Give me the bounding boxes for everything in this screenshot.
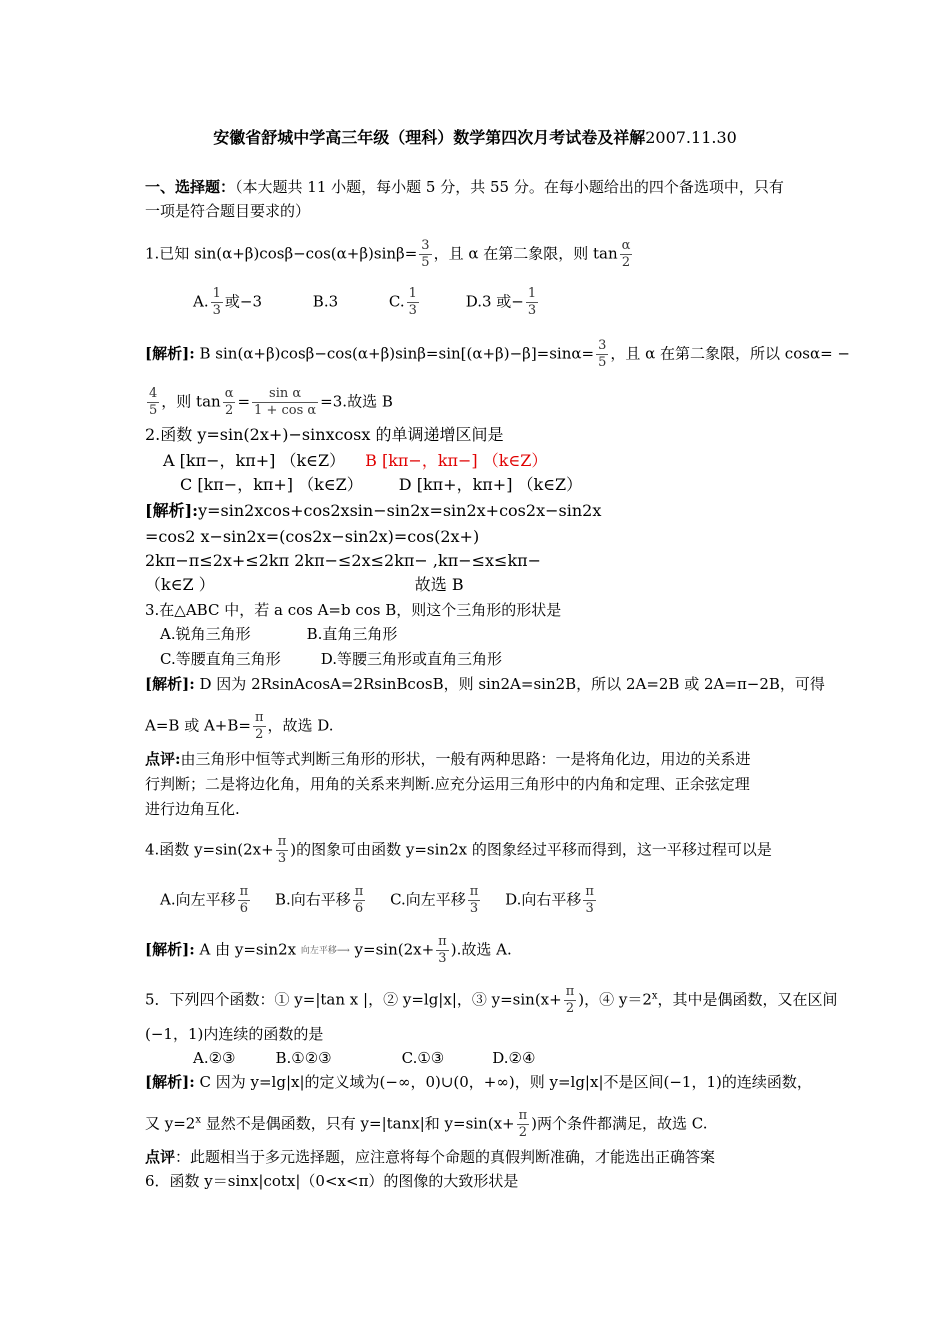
- q4-stem-text-b: )的图象可由函数 y=sin2x 的图象经过平移而得到，这一平移过程可以是: [290, 840, 772, 859]
- q3-option-b: B.直角三角形: [306, 625, 398, 643]
- denominator: 5: [598, 355, 607, 370]
- q4-option-b: B.向右平移: [274, 890, 351, 909]
- denominator: 2: [224, 403, 234, 418]
- q3-option-d: D.等腰三角形或直角三角形: [320, 650, 502, 668]
- denominator: 3: [527, 303, 537, 318]
- q4-option-a: A.向左平移: [160, 890, 236, 909]
- q4-stem-text: 4.函数 y=sin(2x+: [145, 840, 274, 859]
- solution-label: [解析]:: [145, 1073, 195, 1091]
- q3-comment-3: [145, 798, 240, 820]
- numerator: 3: [598, 338, 607, 353]
- q2-stem: [145, 424, 504, 446]
- q2-answer: 故选 B: [414, 575, 464, 594]
- fraction: [276, 834, 289, 867]
- fraction: [211, 286, 223, 319]
- q3-options-ab: [160, 623, 397, 645]
- q3-comment-2: [145, 773, 750, 795]
- solution-label: [解析]:: [145, 675, 195, 693]
- q3-solution-2: [145, 710, 334, 743]
- q4-stem: [145, 834, 772, 867]
- q2-solution-text: y=sin2xcos+cos2xsin−sin2x=sin2x+cos2x−sin2x: [198, 501, 602, 520]
- denominator: 2: [565, 1001, 575, 1016]
- q2-option-c: C [kπ−，kπ+] （k∈Z）: [180, 475, 363, 494]
- denominator: 1 + cos α: [254, 403, 317, 418]
- q5-option-b: B.①②③: [275, 1049, 332, 1067]
- section1-label: 一、选择题：: [145, 178, 236, 196]
- denominator: 5: [149, 403, 158, 418]
- q3-answer: ，故选 D.: [267, 716, 334, 735]
- q1-options: [193, 286, 540, 319]
- q1-stem: [145, 238, 634, 271]
- numerator: α: [621, 238, 631, 253]
- q1-solution-cont: [145, 386, 393, 419]
- q1-answer: 故选 B: [347, 392, 393, 411]
- q2-option-d: D [kπ+，kπ+] （k∈Z）: [398, 475, 583, 494]
- denominator: 3: [277, 851, 287, 866]
- denominator: 6: [354, 901, 364, 916]
- numerator: 3: [421, 238, 430, 253]
- q1-option-a-tail: 或−3: [224, 292, 263, 311]
- section1-desc: （本大题共 11 小题，每小题 5 分，共 55 分。在每小题给出的四个备选项中，只有: [235, 178, 784, 196]
- section1-desc-cont: 一项是符合题目要求的）: [145, 202, 311, 220]
- fraction: [407, 286, 419, 319]
- page-title: [0, 127, 950, 149]
- solution-label: [解析]:: [145, 344, 195, 363]
- q3-option-a: A.锐角三角形: [160, 625, 251, 643]
- q1-solution: [145, 338, 850, 371]
- q1-option-d: D.3 或−: [465, 292, 524, 311]
- numerator: π: [239, 884, 249, 899]
- numerator: π: [565, 984, 575, 999]
- section1-header-cont: [145, 200, 310, 222]
- q1-solution-result: =3.: [320, 392, 348, 411]
- q3-stem-text: 3.在△ABC 中，若 a cos A=b cos B，则这个三角形的形状是: [145, 601, 562, 619]
- numerator: π: [438, 934, 447, 949]
- q5-option-d: D.②④: [492, 1049, 536, 1067]
- numerator: α: [224, 386, 234, 401]
- q2-option-b: B [kπ−，kπ−] （k∈Z）: [365, 451, 548, 470]
- fraction: [436, 934, 449, 967]
- q4-solution-text: A 由 y=sin2x: [194, 940, 297, 959]
- fraction: [596, 338, 608, 371]
- numerator: π: [518, 1108, 528, 1123]
- fraction: [253, 710, 266, 743]
- superscript: x: [651, 990, 658, 1002]
- equals-sign: =: [237, 392, 251, 411]
- q5-comment-text: ：此题相当于多元选择题，应注意将每个命题的真假判断准确，才能选出正确答案: [175, 1148, 716, 1166]
- q2-options-cd: [180, 474, 582, 496]
- q2-option-a: A [kπ−，kπ+] （k∈Z）: [163, 451, 346, 470]
- q2-solution-text: =cos2 x−sin2x=(cos2x−sin2x)=cos(2x+): [145, 527, 480, 546]
- q3-comment-text: 由三角形中恒等式判断三角形的形状，一般有两种思路：一是将角化边，用边的关系进: [180, 750, 751, 768]
- title-date: 2007.11.30: [645, 128, 737, 147]
- section1-header: [145, 176, 784, 198]
- q5-solution-text: C 因为 y=lg|x|的定义域为(−∞，0)∪(0，+∞)，则 y=lg|x|不是区间(−1，1)的连续函数，: [194, 1073, 812, 1091]
- q5-answer: )两个条件都满足，故选 C.: [531, 1114, 708, 1133]
- q1-option-b: B.3: [312, 292, 339, 311]
- q4-option-d: D.向右平移: [505, 890, 582, 909]
- numerator: π: [585, 884, 594, 899]
- denominator: 3: [212, 303, 221, 318]
- numerator: π: [469, 884, 479, 899]
- q2-stem-text: 2.函数 y=sin(2x+)−sinxcosx 的单调递增区间是: [145, 425, 504, 444]
- q6-stem-text: 6．函数 y＝sinx|cotx|（0<x<π）的图像的大致形状是: [145, 1172, 519, 1190]
- q3-comment-text: 进行边角互化.: [145, 800, 240, 818]
- arrow-icon: 向左平移⟶: [300, 945, 350, 956]
- q4-options: [160, 884, 598, 917]
- q5-stem: [145, 984, 838, 1017]
- q2-solution-2: [145, 526, 479, 548]
- denominator: 5: [421, 255, 430, 270]
- denominator: 2: [621, 255, 631, 270]
- numerator: π: [254, 710, 264, 725]
- q5-solution-1: [145, 1071, 812, 1093]
- q5-option-a: A.②③: [193, 1049, 236, 1067]
- comment-label: 点评: [145, 1148, 176, 1166]
- denominator: 2: [518, 1125, 528, 1140]
- numerator: sin α: [252, 386, 318, 403]
- denominator: 3: [469, 901, 479, 916]
- q3-stem: [145, 599, 561, 621]
- fraction: [238, 884, 251, 917]
- fraction: [620, 238, 633, 271]
- numerator: 1: [527, 286, 537, 301]
- q6-stem: [145, 1170, 518, 1192]
- numerator: π: [354, 884, 364, 899]
- q5-stem-text: 5．下列四个函数：① y=|tan x |，② y=lg|x|，③ y=sin(x+: [145, 990, 562, 1009]
- fraction: [353, 884, 366, 917]
- comment-label: 点评:: [145, 750, 181, 768]
- q1-stem-text-b: ，且 α 在第二象限，则 tan: [433, 244, 618, 263]
- q2-options-ab: [163, 450, 547, 472]
- q5-stem-cont: [145, 1023, 323, 1045]
- q1-option-c: C.: [388, 292, 405, 311]
- superscript: x: [195, 1114, 201, 1126]
- q3-comment-1: [145, 748, 751, 770]
- numerator: 4: [149, 386, 158, 401]
- q5-comment: [145, 1146, 715, 1168]
- q2-solution-3: [145, 550, 541, 572]
- fraction: [223, 386, 236, 419]
- q5-solution-text: 又 y=2: [145, 1114, 196, 1133]
- fraction: [147, 386, 159, 419]
- q3-comment-text: 行判断；二是将边化角，用角的关系来判断.应充分运用三角形中的内角和定理、正余弦定理: [145, 775, 750, 793]
- q4-solution: [145, 934, 512, 967]
- q3-solution-1: [145, 673, 825, 695]
- fraction: [468, 884, 481, 917]
- fraction: [526, 286, 538, 319]
- denominator: 3: [585, 901, 594, 916]
- q1-solution-text-b: ，且 α 在第二象限，所以 cosα= −: [610, 344, 850, 363]
- solution-label: [解析]:: [145, 940, 195, 959]
- q3-options-cd: [160, 648, 502, 670]
- denominator: 2: [255, 727, 264, 742]
- q1-solution-text: B sin(α+β)cosβ−cos(α+β)sinβ=sin[(α+β)−β]=sinα=: [194, 344, 595, 363]
- q5-solution-2: [145, 1108, 708, 1141]
- q5-stem-text-b: )，④ y＝2: [578, 990, 652, 1009]
- q2-solution-4: [145, 574, 464, 596]
- denominator: 6: [239, 901, 249, 916]
- solution-label: [解析]:: [145, 501, 199, 520]
- denominator: 3: [438, 951, 447, 966]
- fraction: [583, 884, 596, 917]
- q1-option-a: A.: [193, 292, 209, 311]
- q2-solution-text: （k∈Z ）: [145, 575, 215, 594]
- q1-stem-text: 1.已知 sin(α+β)cosβ−cos(α+β)sinβ=: [145, 244, 418, 263]
- q4-solution-text-b: y=sin(2x+: [349, 940, 435, 959]
- q2-solution-text: 2kπ−π≤2x+≤2kπ 2kπ−≤2x≤2kπ− ,kπ−≤x≤kπ−: [145, 551, 542, 570]
- q3-solution-text: A=B 或 A+B=: [145, 716, 251, 735]
- q4-answer: ).故选 A.: [450, 940, 512, 959]
- q3-solution-text: D 因为 2RsinAcosA=2RsinBcosB，则 sin2A=sin2B，所以 2A=2B 或 2A=π−2B，可得: [194, 675, 825, 693]
- fraction: [564, 984, 577, 1017]
- q5-option-c: C.①③: [401, 1049, 445, 1067]
- numerator: 1: [408, 286, 417, 301]
- arrow-label: 向左平移: [300, 945, 337, 956]
- numerator: 1: [212, 286, 221, 301]
- q1-solution-text-c: ，则 tan: [161, 392, 221, 411]
- q5-solution-text-b: 显然不是偶函数，只有 y=|tanx|和 y=sin(x+: [201, 1114, 515, 1133]
- q5-stem-text-c: ，其中是偶函数，又在区间: [657, 990, 838, 1009]
- fraction: [419, 238, 431, 271]
- title-text: 安徽省舒城中学高三年级（理科）数学第四次月考试卷及祥解: [213, 128, 646, 147]
- q5-stem-text: (−1，1)内连续的函数的是: [145, 1025, 324, 1043]
- denominator: 3: [408, 303, 417, 318]
- q4-option-c: C.向左平移: [390, 890, 466, 909]
- q3-option-c: C.等腰直角三角形: [160, 650, 281, 668]
- fraction: [517, 1108, 530, 1141]
- fraction: [252, 386, 318, 419]
- q5-options: [193, 1047, 535, 1069]
- numerator: π: [277, 834, 287, 849]
- q2-solution-1: [145, 500, 601, 522]
